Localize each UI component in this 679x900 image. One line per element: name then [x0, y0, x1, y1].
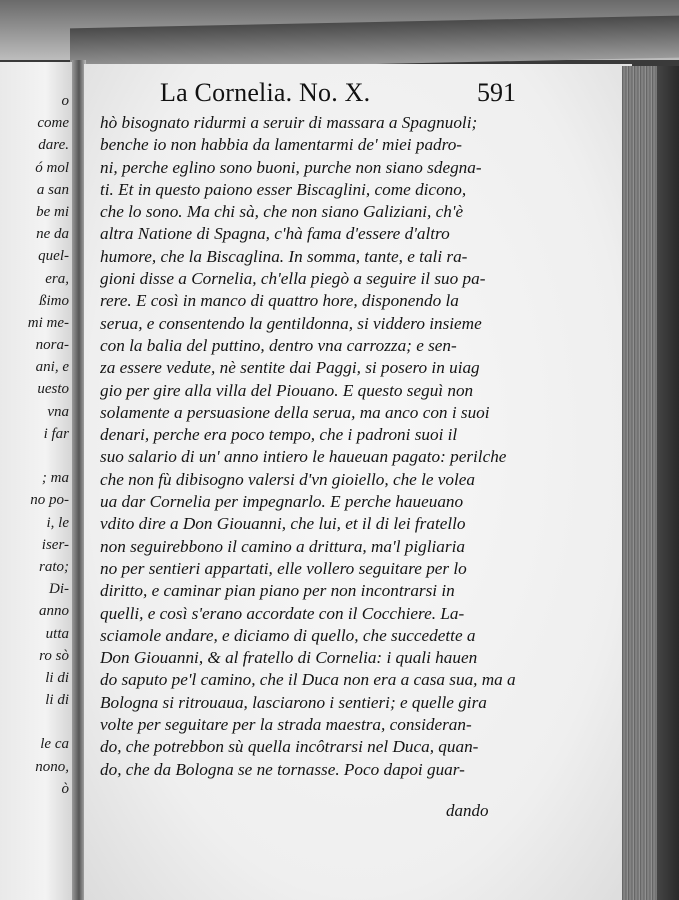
- left-page-line-fragment: come: [37, 115, 69, 132]
- text-line: za essere vedute, nè sentite dai Paggi, si posero in uiag: [100, 358, 480, 378]
- text-line: no per sentieri appartati, elle vollero seguitare per lo: [100, 558, 467, 578]
- left-page: [0, 62, 76, 900]
- text-line: denari, perche era poco tempo, che i padroni suoi il: [100, 425, 458, 445]
- text-line: benche io non habbia da lamentarmi de' miei padro-: [100, 135, 463, 155]
- text-line: do, che potrebbon sù quella incôtrarsi nel Duca, quan-: [100, 737, 479, 757]
- text-line: rere. E così in manco di quattro hore, disponendo la: [100, 291, 459, 311]
- left-page-line-fragment: ò: [61, 780, 69, 797]
- text-line: Don Giouanni, & al fratello di Cornelia: i quali hauen: [100, 648, 478, 668]
- text-line: do saputo pe'l camino, che il Duca non era a casa sua, ma a: [100, 670, 516, 690]
- left-page-line-fragment: Di-: [49, 581, 69, 598]
- left-page-line-fragment: utta: [45, 625, 69, 642]
- catchword: dando: [446, 801, 489, 820]
- left-page-line-fragment: era,: [45, 270, 69, 287]
- text-line: hò bisognato ridurmi a seruir di massara a Spagnuoli;: [100, 113, 478, 132]
- left-page-line-fragment: dare.: [38, 137, 69, 154]
- left-page-line-fragment: be mi: [36, 203, 69, 220]
- left-page-line-fragment: quel-: [38, 248, 69, 265]
- page-header: [160, 78, 516, 112]
- page-stack-edge: [622, 66, 679, 900]
- left-page-line-fragment: ßimo: [39, 292, 69, 309]
- left-page-line-fragment: nora-: [35, 337, 69, 354]
- left-page-line-fragment: rato;: [39, 558, 69, 575]
- text-line: volte per seguitare per la strada maestra, consideran-: [100, 715, 472, 735]
- text-line: serua, e consentendo la gentildonna, si viddero insieme: [100, 313, 482, 333]
- left-page-line-fragment: vna: [47, 403, 69, 420]
- running-title: La Cornelia. No. X.: [160, 78, 371, 107]
- text-line: diritto, e caminar pian piano per non incontrarsi in: [100, 581, 455, 601]
- left-page-line-fragment: ro sò: [39, 647, 69, 664]
- left-page-line-fragment: anno: [39, 603, 69, 620]
- left-page-line-fragment: a san: [36, 181, 69, 198]
- text-line: ti. Et in questo paiono esser Biscaglini, come dicono,: [100, 179, 467, 199]
- left-page-line-fragment: [0, 711, 72, 733]
- text-line: solamente a persuasione della serua, ma anco con i suoi: [100, 402, 490, 422]
- left-page-line-fragment: mi me-: [27, 314, 69, 331]
- text-line: gio per gire alla villa del Piouano. E questo seguì non: [100, 380, 474, 400]
- text-line: sciamole andare, e diciamo di quello, che succedette a: [100, 625, 476, 645]
- left-page-line-fragment: [0, 445, 72, 467]
- left-page-line-fragment: ; ma: [41, 470, 69, 487]
- text-line: do, che da Bologna se ne tornasse. Poco dapoi guar-: [100, 759, 465, 779]
- text-line: quelli, e così s'erano accordate con il Cocchiere. La-: [100, 603, 465, 623]
- text-line: con la balia del puttino, dentro vna carrozza; e sen-: [100, 335, 457, 355]
- text-line: suo salario di un' anno intiero le haueuan pagato: perilche: [100, 447, 507, 467]
- left-page-line-fragment: iser-: [41, 536, 69, 553]
- text-line: che lo sono. Ma chi sà, che non siano Galiziani, ch'è: [100, 202, 464, 222]
- text-line: humore, che la Biscaglina. In somma, tante, e tali ra-: [100, 246, 468, 266]
- text-line: vdito dire a Don Giouanni, che lui, et il di lei fratello: [100, 514, 466, 534]
- left-page-text-fragments: [0, 90, 72, 800]
- text-line: non seguirebbono il camino a drittura, ma'l pigliaria: [100, 536, 465, 556]
- text-line: Bologna si ritrouaua, lasciarono i sentieri; e quelle gira: [100, 692, 487, 712]
- left-page-line-fragment: le ca: [40, 736, 69, 753]
- left-page-line-fragment: ne da: [36, 226, 69, 243]
- text-line: che non fù dibisogno valersi d'vn gioiello, che le volea: [100, 469, 476, 489]
- text-line: gioni disse a Cornelia, ch'ella piegò a seguire il suo pa-: [100, 269, 486, 289]
- text-line: ua dar Cornelia per impegnarlo. E perche haueuano: [100, 492, 464, 512]
- left-page-line-fragment: o: [61, 93, 69, 109]
- left-page-line-fragment: no po-: [30, 492, 69, 509]
- left-page-line-fragment: ó mol: [35, 159, 69, 176]
- left-page-line-fragment: i, le: [46, 514, 69, 531]
- left-page-line-fragment: nono,: [35, 758, 69, 775]
- text-line: altra Natione di Spagna, c'hà fama d'essere d'altro: [100, 224, 450, 244]
- body-text: [100, 112, 518, 781]
- left-page-line-fragment: li di: [45, 692, 69, 709]
- left-page-line-fragment: ani, e: [35, 359, 69, 376]
- page-number: 591: [477, 78, 516, 107]
- left-page-line-fragment: i far: [43, 425, 69, 442]
- text-line: ni, perche eglino sono buoni, purche non siano sdegna-: [100, 157, 482, 177]
- left-page-line-fragment: li di: [45, 669, 69, 686]
- left-page-line-fragment: uesto: [37, 381, 69, 398]
